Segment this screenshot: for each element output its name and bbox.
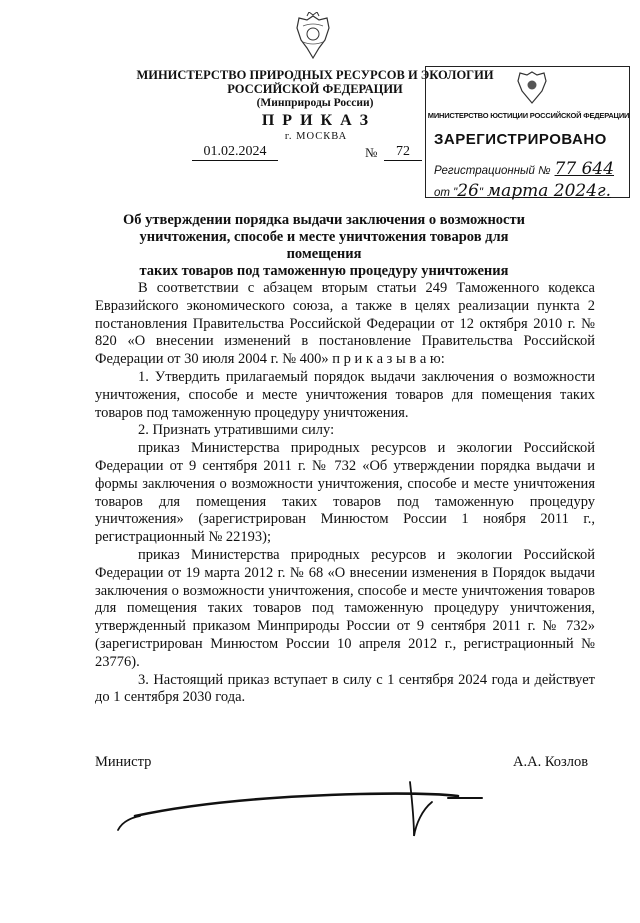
- title-line3: таких товаров под таможенную процедуру уничтожения: [139, 263, 509, 279]
- stamp-date-sep: ": [478, 187, 483, 199]
- stamp-date-day: 26: [457, 181, 479, 201]
- stamp-date-month-year: марта 2024г.: [487, 181, 612, 201]
- stamp-reg-number-label: Регистрационный №: [434, 165, 551, 177]
- order-number: 72: [384, 144, 422, 161]
- number-sign: №: [365, 145, 378, 160]
- ministry-name-line2: РОССИЙСКОЙ ФЕДЕРАЦИИ: [227, 82, 403, 96]
- stamp-reg-number: [434, 159, 614, 179]
- stamp-reg-number-value: 77 644: [554, 159, 615, 179]
- stamp-ministry: МИНИСТЕРСТВО ЮСТИЦИИ РОССИЙСКОЙ ФЕДЕРАЦИИ: [427, 111, 630, 120]
- document-body: [95, 280, 595, 707]
- stamp-emblem-icon: [516, 69, 548, 105]
- order-date: 01.02.2024: [192, 144, 278, 161]
- ministry-short-name: (Минприроды России): [256, 97, 374, 109]
- signatory-position: Министр: [95, 754, 152, 770]
- city: г. МОСКВА: [284, 131, 348, 142]
- paragraph-item-1: 1. Утвердить прилагаемый порядок выдачи заключения о возможности уничтожения, способе и месте уничтожения товаров для помещения таких товаров под таможенную процедуру уничтожения.: [95, 368, 595, 421]
- registration-stamp: [425, 66, 630, 201]
- coat-of-arms-emblem: [293, 12, 333, 64]
- paragraph-item-3: 3. Настоящий приказ вступает в силу с 1 сентября 2024 года и действует до 1 сентября 2030 года.: [95, 671, 595, 706]
- title-line1: Об утверждении порядка выдачи заключения о возможности: [123, 212, 525, 228]
- handwritten-signature: [110, 770, 490, 850]
- document-type: П Р И К А З: [261, 112, 371, 129]
- document-title: [104, 212, 544, 280]
- title-line2: уничтожения, способе и месте уничтожения товаров для помещения: [139, 229, 509, 262]
- stamp-date-prefix: от ": [434, 187, 458, 199]
- ministry-name-line1: МИНИСТЕРСТВО ПРИРОДНЫХ РЕСУРСОВ И ЭКОЛОГИИ: [136, 68, 494, 82]
- paragraph-repealed-order-1: приказ Министерства природных ресурсов и экологии Российской Федерации от 9 сентября 2011 г. № 732 «Об утверждении порядка выдачи и формы заключения о возможности уничтожения, способе и месте уничтожения товаров для помещения таких товаров под таможенную процедуру уничтожения» (зарегистрирован Минюстом России 1 ноября 2011 г., регистрационный № 22193);: [95, 440, 595, 546]
- paragraph-preamble: В соответствии с абзацем вторым статьи 249 Таможенного кодекса Евразийского экономического союза, а также в целях реализации пункта 2 постановления Правительства Российской Федерации от 12 октября 2010 г. № 820 «О внесении изменений в постановление Правительства Российской Федерации от 30 июля 2004 г. № 400» п р и к а з ы в а ю:: [95, 280, 595, 368]
- paragraph-repealed-order-2: приказ Министерства природных ресурсов и экологии Российской Федерации от 19 марта 2012 г. № 68 «О внесении изменения в Порядок выдачи заключения о возможности уничтожения, способе и месте уничтожения товаров для помещения таких товаров под таможенную процедуру уничтожения, утвержденный приказом Минприроды России от 9 сентября 2011 г. № 732» (зарегистрирован Минюстом России 10 апреля 2012 г., регистрационный № 23776).: [95, 546, 595, 670]
- stamp-reg-date: [434, 181, 611, 201]
- signatory-name: А.А. Козлов: [513, 754, 589, 770]
- paragraph-item-2: 2. Признать утратившими силу:: [138, 422, 335, 439]
- stamp-registered: ЗАРЕГИСТРИРОВАНО: [434, 131, 607, 148]
